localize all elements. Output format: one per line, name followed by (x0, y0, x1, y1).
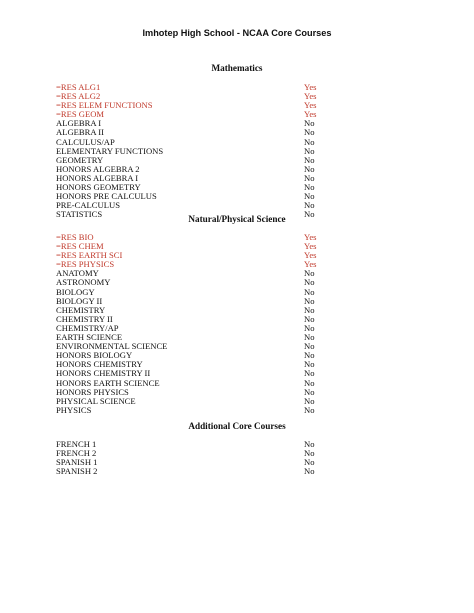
course-name: HONORS PHYSICS (56, 386, 129, 397)
course-name: HONORS BIOLOGY (56, 350, 133, 361)
core-status: No (304, 172, 315, 183)
core-status: No (304, 404, 315, 415)
core-status: No (304, 127, 315, 138)
core-status: Yes (304, 250, 317, 261)
course-name: =RES ELEM FUNCTIONS (56, 100, 153, 111)
core-status: No (304, 182, 315, 193)
core-status: No (304, 386, 315, 397)
core-status: Yes (304, 91, 317, 102)
core-status: No (304, 313, 315, 324)
course-name: =RES PHYSICS (56, 259, 115, 270)
core-status: No (304, 457, 315, 468)
core-status: No (304, 200, 315, 211)
core-status: No (304, 332, 315, 343)
course-name: BIOLOGY (56, 286, 95, 297)
core-status: No (304, 118, 315, 129)
course-name: =RES CHEM (56, 241, 104, 252)
core-status: No (304, 377, 315, 388)
course-name: ANATOMY (56, 268, 99, 279)
core-status: Yes (304, 109, 317, 120)
course-name: HONORS ALGEBRA 2 (56, 163, 140, 174)
core-status: No (304, 350, 315, 361)
course-row (56, 467, 318, 476)
document-title: Imhotep High School - NCAA Core Courses (142, 28, 332, 38)
core-status: No (304, 304, 315, 315)
course-name: ENVIRONMENTAL SCIENCE (56, 341, 168, 352)
core-status: No (304, 466, 315, 477)
core-status: No (304, 268, 315, 279)
core-status: No (304, 395, 315, 406)
course-list-natural-physical-science (56, 233, 318, 415)
core-status: No (304, 209, 315, 220)
core-status: No (304, 277, 315, 288)
course-name: PHYSICAL SCIENCE (56, 395, 136, 406)
course-row (56, 406, 318, 415)
course-name: CHEMISTRY II (56, 313, 113, 324)
course-name: PRE-CALCULUS (56, 200, 120, 211)
core-status: No (304, 154, 315, 165)
course-name: PHYSICS (56, 404, 92, 415)
course-name: BIOLOGY II (56, 295, 103, 306)
course-name: FRENCH 1 (56, 439, 97, 449)
section-heading-additional-core-courses: Additional Core Courses (188, 421, 286, 431)
course-name: ASTRONOMY (56, 277, 111, 288)
course-name: CHEMISTRY (56, 304, 106, 315)
core-status: No (304, 286, 315, 297)
core-status: No (304, 359, 315, 370)
core-status: No (304, 322, 315, 333)
core-status: Yes (304, 259, 317, 270)
section-heading-natural-physical-science: Natural/Physical Science (188, 214, 286, 224)
course-row (56, 397, 318, 406)
course-name: HONORS GEOMETRY (56, 182, 141, 193)
course-name: HONORS ALGEBRA I (56, 172, 139, 183)
course-name: =RES EARTH SCI (56, 250, 123, 261)
course-name: ALGEBRA I (56, 118, 102, 129)
course-name: STATISTICS (56, 209, 103, 220)
course-name: GEOMETRY (56, 154, 104, 165)
course-name: HONORS PRE CALCULUS (56, 191, 157, 202)
core-status: Yes (304, 241, 317, 252)
core-status: Yes (304, 100, 317, 111)
core-status: Yes (304, 82, 317, 92)
core-status: No (304, 136, 315, 147)
course-list-mathematics (56, 83, 318, 219)
core-status: No (304, 341, 315, 352)
course-name: EARTH SCIENCE (56, 332, 123, 343)
course-row (56, 278, 318, 287)
course-name: =RES BIO (56, 232, 94, 242)
core-status: No (304, 439, 315, 449)
course-name: FRENCH 2 (56, 448, 97, 459)
core-status: No (304, 448, 315, 459)
core-status: Yes (304, 232, 317, 242)
course-name: ELEMENTARY FUNCTIONS (56, 145, 164, 156)
course-name: HONORS CHEMISTRY II (56, 368, 151, 379)
section-heading-mathematics: Mathematics (211, 63, 263, 73)
core-status: No (304, 145, 315, 156)
course-name: CHEMISTRY/AP (56, 322, 119, 333)
course-name: HONORS EARTH SCIENCE (56, 377, 160, 388)
course-name: SPANISH 2 (56, 466, 98, 477)
course-name: =RES ALG1 (56, 82, 101, 92)
course-list-additional-core-courses (56, 440, 318, 476)
core-status: No (304, 368, 315, 379)
course-name: =RES ALG2 (56, 91, 101, 102)
course-name: CALCULUS/AP (56, 136, 115, 147)
course-name: HONORS CHEMISTRY (56, 359, 143, 370)
course-name: SPANISH 1 (56, 457, 98, 468)
core-status: No (304, 163, 315, 174)
core-status: No (304, 191, 315, 202)
course-name: =RES GEOM (56, 109, 105, 120)
core-status: No (304, 295, 315, 306)
course-name: ALGEBRA II (56, 127, 104, 138)
